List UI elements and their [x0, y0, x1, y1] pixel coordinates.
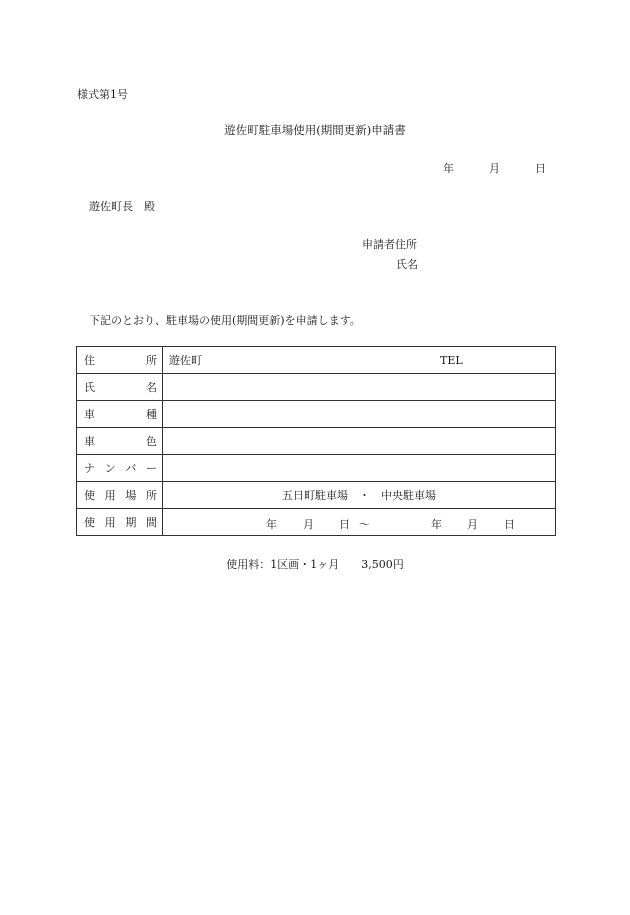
date-day: 日	[535, 162, 546, 175]
date-year: 年	[443, 162, 454, 175]
car-type-label: 車 種	[77, 401, 163, 428]
period-tilde: ～	[359, 518, 370, 531]
address-value: 遊佐町	[169, 354, 202, 367]
car-type-field[interactable]	[163, 401, 556, 428]
application-table	[76, 346, 556, 536]
document-title: 遊佐町駐車場使用(期間更新)申請書	[224, 123, 406, 137]
date-line	[443, 160, 546, 176]
fee-line: 使用料：1区画・1ヶ月 3,500円	[226, 558, 404, 571]
addressee: 遊佐町長 殿	[89, 200, 155, 213]
table-row	[77, 347, 556, 374]
period-field[interactable]	[163, 509, 556, 536]
table-row	[77, 428, 556, 455]
number-label: ナ ン バ ー	[77, 455, 163, 482]
period-end-month: 月	[467, 518, 478, 531]
number-field[interactable]	[163, 455, 556, 482]
period-end-year: 年	[431, 518, 442, 531]
location-value: 五日町駐車場 ・ 中央駐車場	[282, 489, 436, 502]
table-row	[77, 401, 556, 428]
period-start-year: 年	[266, 518, 277, 531]
car-color-label: 車 色	[77, 428, 163, 455]
date-month: 月	[489, 162, 500, 175]
address-field[interactable]	[163, 347, 556, 374]
tel-label: TEL	[440, 354, 463, 367]
table-row	[77, 482, 556, 509]
location-label: 使 用 場 所	[77, 482, 163, 509]
period-start-month: 月	[303, 518, 314, 531]
car-color-field[interactable]	[163, 428, 556, 455]
period-label: 使 用 期 間	[77, 509, 163, 536]
table-row	[77, 455, 556, 482]
table-row	[77, 374, 556, 401]
form-number: 様式第1号	[77, 88, 128, 101]
address-label: 住 所	[77, 347, 163, 374]
period-end-day: 日	[504, 518, 515, 531]
table-row	[77, 509, 556, 536]
name-label: 氏 名	[77, 374, 163, 401]
applicant-address-label: 申請者住所	[362, 238, 417, 251]
name-field[interactable]	[163, 374, 556, 401]
applicant-name-label: 氏名	[396, 258, 418, 271]
period-start-day: 日	[339, 518, 350, 531]
location-field[interactable]	[163, 482, 556, 509]
request-text: 下記のとおり、駐車場の使用(期間更新)を申請します。	[89, 314, 361, 327]
